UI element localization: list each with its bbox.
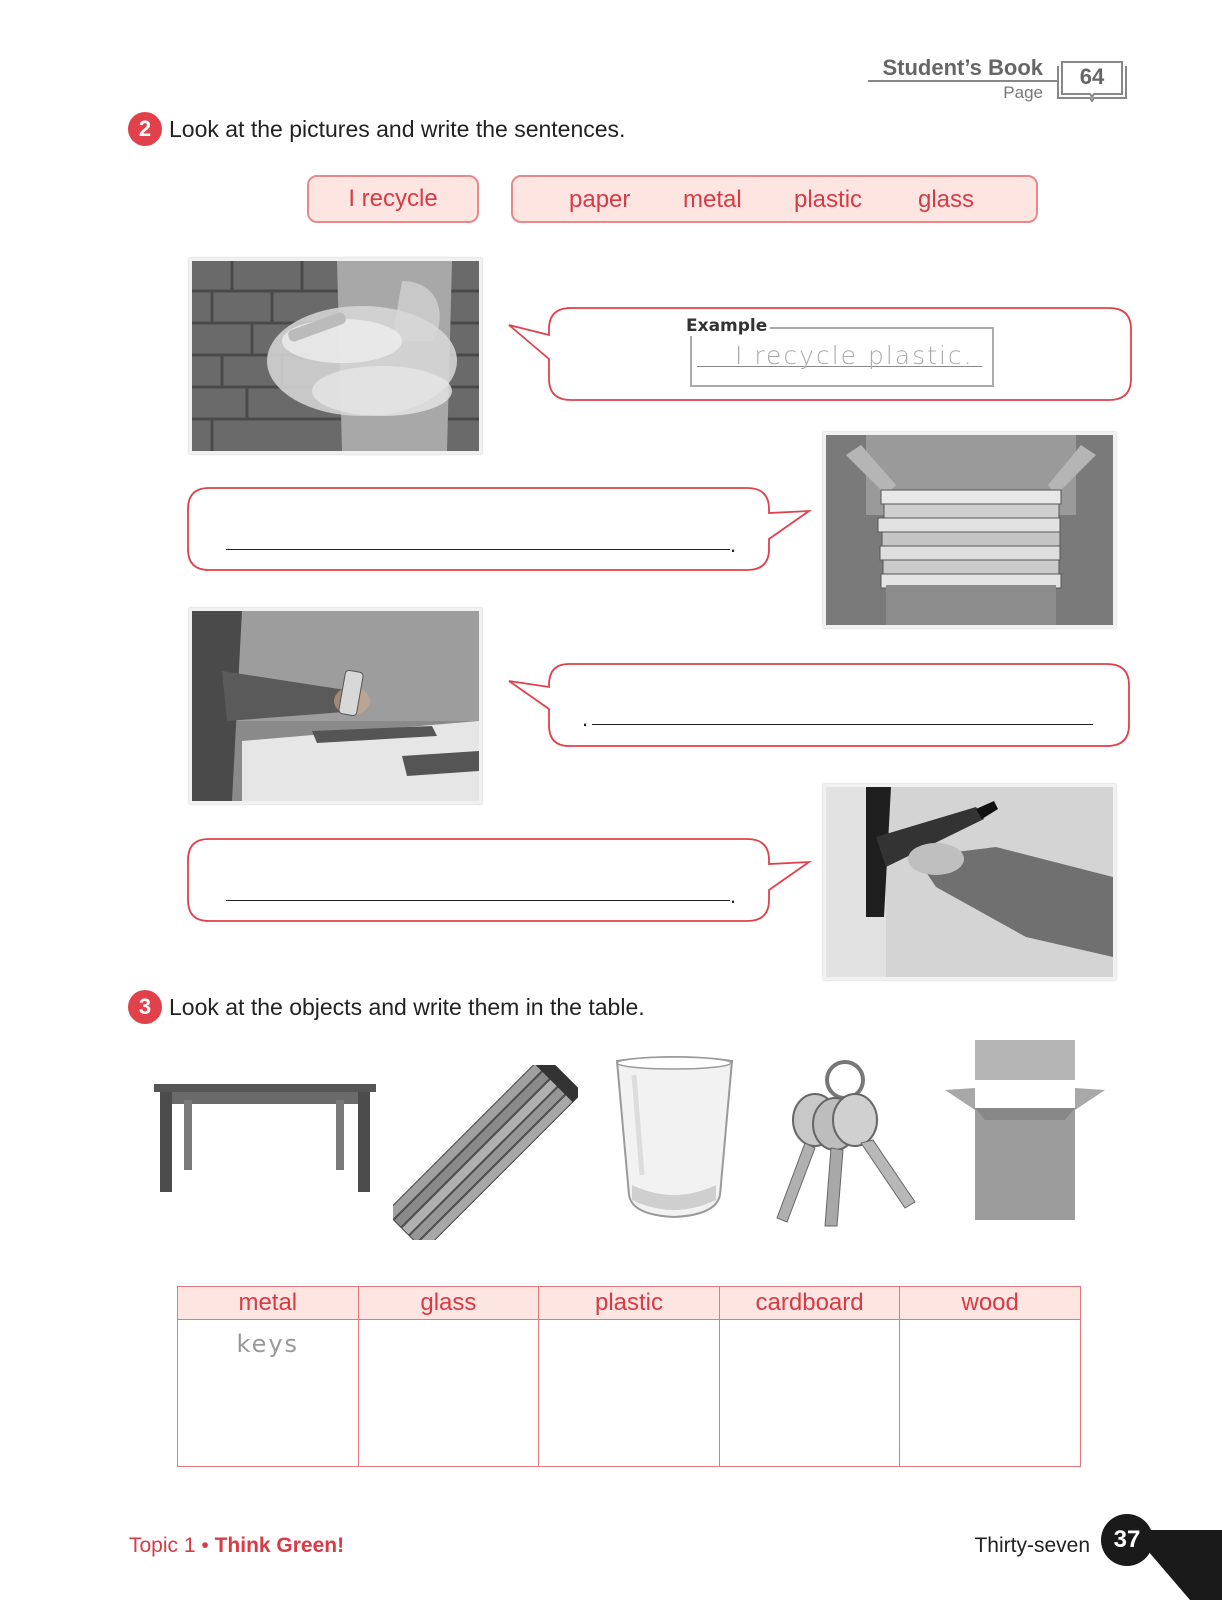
word-bank-box — [511, 175, 1038, 223]
glass-bottle-photo — [823, 784, 1116, 980]
students-book-title: Student’s Book — [882, 55, 1043, 80]
cell-wood[interactable] — [900, 1320, 1081, 1467]
example-label: Example — [683, 316, 770, 336]
section-2-number: 2 — [128, 112, 162, 146]
page-label: Page — [1003, 83, 1043, 102]
cell-cardboard[interactable] — [719, 1320, 900, 1467]
topic-title: Think Green! — [214, 1534, 345, 1557]
column-wood: wood — [900, 1287, 1081, 1320]
answer-period-4: . — [730, 883, 737, 908]
glass-cup-icon — [612, 1055, 737, 1225]
can-recycling-photo — [189, 608, 482, 804]
column-glass: glass — [358, 1287, 539, 1320]
answer-line-3[interactable] — [592, 724, 1093, 725]
topic-number: Topic 1 — [129, 1534, 196, 1557]
book-page-number: 64 — [1079, 64, 1105, 89]
answer-period-3: . — [582, 706, 589, 731]
topic-label — [129, 1534, 344, 1558]
newspapers-photo — [823, 432, 1116, 628]
example-answer: I recycle plastic. — [735, 341, 974, 370]
answer-line-2[interactable] — [226, 549, 730, 550]
word-plastic: plastic — [794, 186, 863, 213]
table-row — [178, 1320, 1081, 1467]
column-metal: metal — [178, 1287, 359, 1320]
starter-box — [307, 175, 479, 223]
cell-plastic[interactable] — [539, 1320, 720, 1467]
plastic-bottles-photo — [189, 258, 482, 454]
word-paper: paper — [569, 186, 631, 213]
section-2-instruction: Look at the pictures and write the sentences. — [169, 116, 626, 142]
topic-bullet: • — [201, 1534, 209, 1557]
header-rule — [868, 80, 1058, 82]
answer-period-2: . — [730, 532, 737, 557]
keys-icon — [765, 1058, 925, 1233]
word-metal: metal — [683, 186, 742, 213]
starter-word: I recycle — [348, 185, 438, 212]
pencils-icon — [393, 1065, 578, 1240]
speech-bubble-2 — [187, 487, 812, 571]
example-cell: keys — [236, 1330, 300, 1358]
table-icon — [150, 1080, 380, 1200]
word-glass: glass — [918, 186, 975, 213]
materials-table — [177, 1286, 1081, 1467]
speech-bubble-3 — [505, 663, 1130, 747]
cell-metal[interactable] — [178, 1320, 359, 1467]
page-number-badge: 37 — [1101, 1514, 1153, 1566]
cell-glass[interactable] — [358, 1320, 539, 1467]
answer-line-4[interactable] — [226, 900, 730, 901]
table-header-row — [178, 1287, 1081, 1320]
speech-bubble-4 — [187, 838, 812, 922]
column-plastic: plastic — [539, 1287, 720, 1320]
section-3-instruction: Look at the objects and write them in the table. — [169, 994, 645, 1020]
section-3-number: 3 — [128, 990, 162, 1024]
page-number-words: Thirty-seven — [974, 1534, 1090, 1557]
column-cardboard: cardboard — [719, 1287, 900, 1320]
cardboard-box-icon — [945, 1040, 1105, 1225]
